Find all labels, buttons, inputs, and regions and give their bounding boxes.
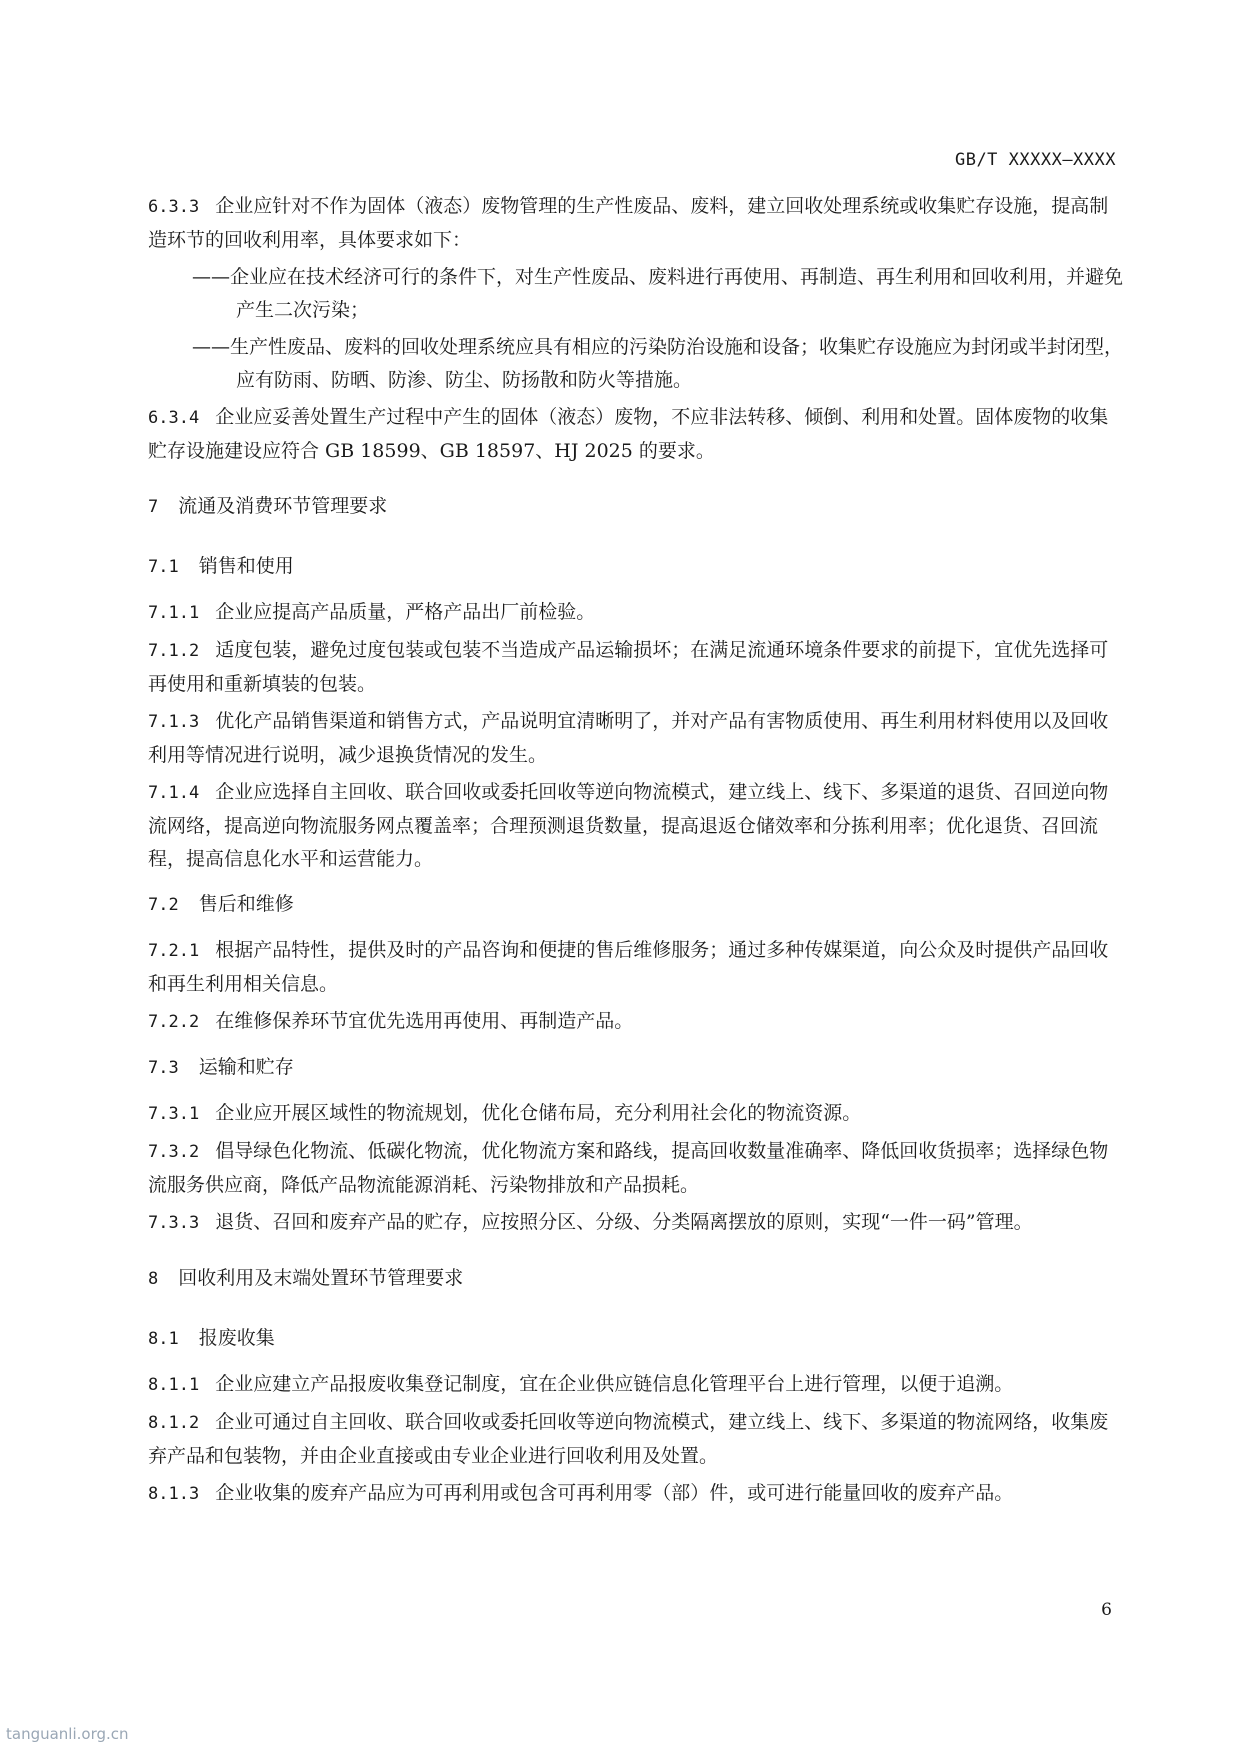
section-number: 8 (148, 1269, 159, 1289)
clause-text: 倡导绿色化物流、低碳化物流，优化物流方案和路线，提高回收数量准确率、降低回收货损率；选择绿色物流服务供应商，降低产品物流能源消耗、污染物排放和产品损耗。 (148, 1140, 1109, 1196)
clause-number: 6.3.3 (148, 197, 200, 217)
clause-number: 7.1.4 (148, 783, 200, 803)
page-number: 6 (1101, 1600, 1112, 1620)
section-number: 7.2 (148, 895, 179, 915)
clause-8-1-3 (148, 1477, 1124, 1511)
section-heading-7 (148, 490, 1124, 524)
clause-7-2-1 (148, 934, 1124, 1001)
section-title: 销售和使用 (198, 555, 294, 577)
section-title: 运输和贮存 (198, 1056, 294, 1078)
section-number: 7.3 (148, 1058, 179, 1078)
clause-text: 企业应开展区域性的物流规划，优化仓储布局，充分利用社会化的物流资源。 (215, 1102, 862, 1124)
clause-7-1-4 (148, 776, 1124, 876)
clause-text: 适度包装，避免过度包装或包装不当造成产品运输损坏；在满足流通环境条件要求的前提下，宜优先选择可再使用和重新填装的包装。 (148, 639, 1109, 695)
clause-7-3-1 (148, 1097, 1124, 1131)
section-title: 报废收集 (198, 1327, 275, 1349)
subsection-heading-7-3 (148, 1051, 1124, 1085)
subsection-heading-7-1 (148, 550, 1124, 584)
clause-number: 7.2.1 (148, 941, 200, 961)
clause-8-1-2 (148, 1406, 1124, 1473)
section-title: 回收利用及末端处置环节管理要求 (178, 1267, 464, 1289)
section-title: 流通及消费环节管理要求 (178, 495, 388, 517)
clause-text: 根据产品特性，提供及时的产品咨询和便捷的售后维修服务；通过多种传媒渠道，向公众及时提供产品回收和再生利用相关信息。 (148, 939, 1109, 995)
clause-7-2-2 (148, 1005, 1124, 1039)
clause-number: 7.3.2 (148, 1142, 200, 1162)
clause-number: 7.3.3 (148, 1213, 200, 1233)
clause-7-3-2 (148, 1135, 1124, 1202)
clause-text: 企业收集的废弃产品应为可再利用或包含可再利用零（部）件，或可进行能量回收的废弃产品。 (215, 1482, 1014, 1504)
section-number: 7 (148, 497, 159, 517)
clause-number: 7.1.1 (148, 603, 200, 623)
clause-number: 8.1.1 (148, 1375, 200, 1395)
clause-text: 企业应提高产品质量，严格产品出厂前检验。 (215, 601, 596, 623)
clause-7-3-3 (148, 1206, 1124, 1240)
clause-text: 企业应建立产品报废收集登记制度，宜在企业供应链信息化管理平台上进行管理，以便于追溯。 (215, 1373, 1014, 1395)
document-code: GB/T XXXXX—XXXX (954, 150, 1116, 170)
clause-text: 企业应妥善处置生产过程中产生的固体（液态）废物，不应非法转移、倾倒、利用和处置。固体废物的收集贮存设施建设应符合 GB 18599、GB 18597、HJ 2025 的要求。 (148, 406, 1109, 462)
clause-text: 在维修保养环节宜优先选用再使用、再制造产品。 (215, 1010, 634, 1032)
clause-6-3-4 (148, 401, 1124, 468)
clause-number: 7.1.2 (148, 641, 200, 661)
clause-7-1-1 (148, 596, 1124, 630)
section-number: 8.1 (148, 1329, 179, 1349)
clause-number: 8.1.2 (148, 1413, 200, 1433)
list-item: ——企业应在技术经济可行的条件下，对生产性废品、废料进行再使用、再制造、再生利用和回收利用，并避免产生二次污染； (192, 266, 1124, 321)
clause-text: 企业应针对不作为固体（液态）废物管理的生产性废品、废料，建立回收处理系统或收集贮存设施，提高制造环节的回收利用率，具体要求如下： (148, 195, 1109, 251)
clause-6-3-3 (148, 190, 1124, 257)
clause-number: 6.3.4 (148, 408, 200, 428)
section-title: 售后和维修 (198, 893, 294, 915)
subsection-heading-7-2 (148, 888, 1124, 922)
subsection-heading-8-1 (148, 1322, 1124, 1356)
clause-number: 8.1.3 (148, 1484, 200, 1504)
clause-7-1-2 (148, 634, 1124, 701)
clause-text: 企业可通过自主回收、联合回收或委托回收等逆向物流模式，建立线上、线下、多渠道的物流网络，收集废弃产品和包装物，并由企业直接或由专业企业进行回收利用及处置。 (148, 1411, 1109, 1467)
clause-8-1-1 (148, 1368, 1124, 1402)
clause-number: 7.1.3 (148, 712, 200, 732)
clause-7-1-3 (148, 705, 1124, 772)
watermark: tanguanli.org.cn (6, 1725, 129, 1743)
clause-text: 优化产品销售渠道和销售方式，产品说明宜清晰明了，并对产品有害物质使用、再生利用材料使用以及回收利用等情况进行说明，减少退换货情况的发生。 (148, 710, 1109, 766)
clause-number: 7.2.2 (148, 1012, 200, 1032)
section-heading-8 (148, 1262, 1124, 1296)
clause-text: 企业应选择自主回收、联合回收或委托回收等逆向物流模式，建立线上、线下、多渠道的退货、召回逆向物流网络，提高逆向物流服务网点覆盖率；合理预测退货数量，提高退返仓储效率和分拣利用率；优化退货、召回流程，提高信息化水平和运营能力。 (148, 781, 1109, 870)
document-body (148, 190, 1124, 1515)
clause-number: 7.3.1 (148, 1104, 200, 1124)
clause-text: 退货、召回和废弃产品的贮存，应按照分区、分级、分类隔离摆放的原则，实现“一件一码”管理。 (215, 1211, 1033, 1233)
section-number: 7.1 (148, 557, 179, 577)
list-item: ——生产性废品、废料的回收处理系统应具有相应的污染防治设施和设备；收集贮存设施应为封闭或半封闭型，应有防雨、防晒、防渗、防尘、防扬散和防火等措施。 (192, 336, 1124, 391)
